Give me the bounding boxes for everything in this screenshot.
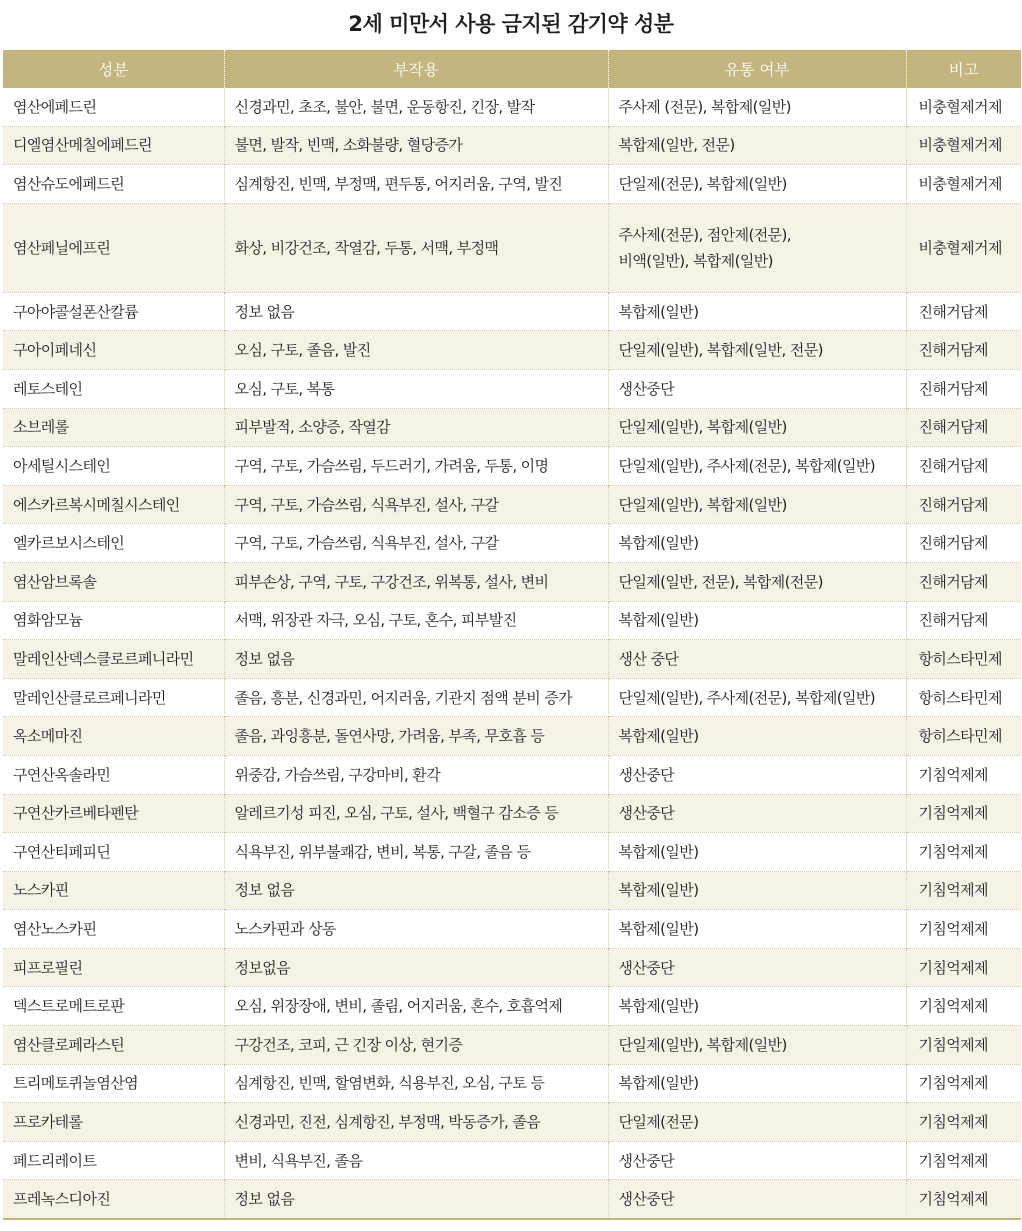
cell-distribution: 생산중단 <box>608 1180 906 1219</box>
cell-ingredient: 구연산옥솔라민 <box>3 755 224 794</box>
table-row <box>3 1141 1021 1180</box>
cell-distribution: 생산 중단 <box>608 640 906 679</box>
table-row <box>3 447 1021 486</box>
cell-ingredient: 소브레롤 <box>3 408 224 447</box>
cell-side-effects: 오심, 구토, 졸음, 발진 <box>224 331 608 370</box>
table-row <box>3 717 1021 756</box>
cell-distribution: 단일제(일반, 전문), 복합제(전문) <box>608 562 906 601</box>
table-row <box>3 1180 1021 1219</box>
cell-ingredient: 피프로필린 <box>3 948 224 987</box>
banned-ingredients-table <box>3 50 1021 1220</box>
cell-side-effects: 서맥, 위장관 자극, 오심, 구토, 혼수, 피부발진 <box>224 601 608 640</box>
cell-side-effects: 정보 없음 <box>224 292 608 331</box>
cell-distribution: 복합제(일반) <box>608 910 906 949</box>
cell-distribution: 단일제(일반), 복합제(일반) <box>608 408 906 447</box>
cell-ingredient: 옥소메마진 <box>3 717 224 756</box>
table-row <box>3 126 1021 165</box>
cell-ingredient: 노스카핀 <box>3 871 224 910</box>
table-row <box>3 948 1021 987</box>
cell-note: 기침억제제 <box>906 948 1021 987</box>
cell-ingredient: 레토스테인 <box>3 369 224 408</box>
table-row <box>3 524 1021 563</box>
cell-note: 항히스타민제 <box>906 678 1021 717</box>
cell-ingredient: 구아야콜설폰산칼륨 <box>3 292 224 331</box>
table-row <box>3 331 1021 370</box>
header-distribution: 유통 여부 <box>608 50 906 88</box>
cell-note: 기침억제제 <box>906 871 1021 910</box>
cell-note: 비충혈제거제 <box>906 165 1021 204</box>
cell-distribution: 생산중단 <box>608 794 906 833</box>
cell-ingredient: 구연산티페피딘 <box>3 833 224 872</box>
cell-side-effects: 불면, 발작, 빈맥, 소화불량, 혈당증가 <box>224 126 608 165</box>
table-row <box>3 292 1021 331</box>
cell-ingredient: 구연산카르베타펜탄 <box>3 794 224 833</box>
table-row <box>3 910 1021 949</box>
cell-ingredient: 염산페닐에프린 <box>3 203 224 292</box>
cell-ingredient: 디엘염산메칠에페드린 <box>3 126 224 165</box>
cell-ingredient: 염산클로페라스틴 <box>3 1026 224 1065</box>
cell-side-effects: 졸음, 흥분, 신경과민, 어지러움, 기관지 점액 분비 증가 <box>224 678 608 717</box>
cell-ingredient: 페드리레이트 <box>3 1141 224 1180</box>
cell-ingredient: 엘카르보시스테인 <box>3 524 224 563</box>
cell-note: 진해거담제 <box>906 447 1021 486</box>
cell-distribution: 생산중단 <box>608 1141 906 1180</box>
table-row <box>3 203 1021 292</box>
cell-distribution: 복합제(일반) <box>608 601 906 640</box>
distribution-line: 비액(일반), 복합제(일반) <box>618 251 773 270</box>
cell-distribution: 복합제(일반) <box>608 524 906 563</box>
cell-side-effects: 심계항진, 빈맥, 할염변화, 식용부진, 오심, 구토 등 <box>224 1064 608 1103</box>
cell-ingredient: 염산슈도에페드린 <box>3 165 224 204</box>
cell-side-effects: 노스카핀과 상동 <box>224 910 608 949</box>
cell-side-effects: 피부손상, 구역, 구토, 구강건조, 위복통, 설사, 변비 <box>224 562 608 601</box>
cell-note: 기침억제제 <box>906 987 1021 1026</box>
cell-distribution: 복합제(일반) <box>608 717 906 756</box>
table-row <box>3 678 1021 717</box>
table-row <box>3 755 1021 794</box>
cell-distribution: 단일제(전문) <box>608 1103 906 1142</box>
cell-distribution: 생산중단 <box>608 948 906 987</box>
cell-note: 진해거담제 <box>906 485 1021 524</box>
cell-side-effects: 구강건조, 코피, 근 긴장 이상, 현기증 <box>224 1026 608 1065</box>
cell-side-effects: 심계항진, 빈맥, 부정맥, 편두통, 어지러움, 구역, 발진 <box>224 165 608 204</box>
header-row <box>3 50 1021 88</box>
cell-side-effects: 피부발적, 소양증, 작열감 <box>224 408 608 447</box>
cell-note: 기침억제제 <box>906 755 1021 794</box>
cell-distribution: 생산중단 <box>608 369 906 408</box>
cell-side-effects: 구역, 구토, 가슴쓰림, 두드러기, 가려움, 두통, 이명 <box>224 447 608 486</box>
distribution-line: 주사제(전문), 점안제(전문), <box>618 225 791 244</box>
cell-side-effects: 정보 없음 <box>224 640 608 679</box>
cell-note: 기침억제제 <box>906 833 1021 872</box>
cell-side-effects: 위중감, 가슴쓰림, 구강마비, 환각 <box>224 755 608 794</box>
cell-side-effects: 식욕부진, 위부불쾌감, 변비, 복통, 구갈, 졸음 등 <box>224 833 608 872</box>
cell-side-effects: 구역, 구토, 가슴쓰림, 식욕부진, 설사, 구갈 <box>224 485 608 524</box>
cell-side-effects: 알레르기성 피진, 오심, 구토, 설사, 백혈구 감소증 등 <box>224 794 608 833</box>
cell-side-effects: 변비, 식욕부진, 졸음 <box>224 1141 608 1180</box>
cell-ingredient: 염산에페드린 <box>3 88 224 126</box>
cell-distribution: 주사제 (전문), 복합제(일반) <box>608 88 906 126</box>
cell-ingredient: 프레녹스디아진 <box>3 1180 224 1219</box>
table-row <box>3 1064 1021 1103</box>
cell-ingredient: 프로카테롤 <box>3 1103 224 1142</box>
cell-ingredient: 아세틸시스테인 <box>3 447 224 486</box>
cell-note: 진해거담제 <box>906 369 1021 408</box>
cell-side-effects: 오심, 위장장애, 변비, 졸림, 어지러움, 혼수, 호흡억제 <box>224 987 608 1026</box>
cell-side-effects: 오심, 구토, 복통 <box>224 369 608 408</box>
cell-ingredient: 에스카르복시메칠시스테인 <box>3 485 224 524</box>
table-row <box>3 88 1021 126</box>
table-row <box>3 987 1021 1026</box>
cell-note: 기침억제제 <box>906 1026 1021 1065</box>
cell-note: 진해거담제 <box>906 562 1021 601</box>
cell-note: 기침억제제 <box>906 1103 1021 1142</box>
cell-ingredient: 염화암모늄 <box>3 601 224 640</box>
table-row <box>3 1026 1021 1065</box>
cell-side-effects: 정보 없음 <box>224 871 608 910</box>
cell-distribution: 복합제(일반) <box>608 292 906 331</box>
table-row <box>3 485 1021 524</box>
cell-distribution: 복합제(일반) <box>608 833 906 872</box>
cell-note: 진해거담제 <box>906 408 1021 447</box>
cell-side-effects: 신경과민, 초조, 불안, 불면, 운동항진, 긴장, 발작 <box>224 88 608 126</box>
cell-ingredient: 염산암브록솔 <box>3 562 224 601</box>
cell-ingredient: 구아이페네신 <box>3 331 224 370</box>
cell-note: 기침억제제 <box>906 1141 1021 1180</box>
header-ingredient: 성분 <box>3 50 224 88</box>
cell-note: 기침억제제 <box>906 910 1021 949</box>
table-title: 2세 미만서 사용 금지된 감기약 성분 <box>348 12 674 36</box>
cell-distribution: 단일제(일반), 복합제(일반) <box>608 485 906 524</box>
cell-distribution: 복합제(일반) <box>608 987 906 1026</box>
cell-ingredient: 말레인산클로르페니라민 <box>3 678 224 717</box>
table-row <box>3 640 1021 679</box>
table-row <box>3 794 1021 833</box>
cell-distribution: 단일제(일반), 복합제(일반, 전문) <box>608 331 906 370</box>
table-row <box>3 833 1021 872</box>
cell-note: 비충혈제거제 <box>906 203 1021 292</box>
table-header <box>3 50 1021 88</box>
cell-note: 진해거담제 <box>906 292 1021 331</box>
cell-note: 진해거담제 <box>906 524 1021 563</box>
cell-ingredient: 염산노스카핀 <box>3 910 224 949</box>
cell-distribution <box>608 203 906 292</box>
cell-distribution: 단일제(일반), 주사제(전문), 복합제(일반) <box>608 447 906 486</box>
cell-distribution: 복합제(일반) <box>608 871 906 910</box>
table-row <box>3 408 1021 447</box>
cell-side-effects: 졸음, 과잉흥분, 돌연사망, 가려움, 부족, 무호흡 등 <box>224 717 608 756</box>
cell-distribution: 복합제(일반, 전문) <box>608 126 906 165</box>
cell-distribution: 단일제(전문), 복합제(일반) <box>608 165 906 204</box>
table-row <box>3 369 1021 408</box>
cell-note: 비충혈제거제 <box>906 126 1021 165</box>
table-row <box>3 165 1021 204</box>
cell-side-effects: 화상, 비강건조, 작열감, 두통, 서맥, 부정맥 <box>224 203 608 292</box>
table-row <box>3 871 1021 910</box>
cell-distribution: 단일제(일반), 복합제(일반) <box>608 1026 906 1065</box>
cell-note: 비충혈제거제 <box>906 88 1021 126</box>
cell-distribution: 복합제(일반) <box>608 1064 906 1103</box>
cell-side-effects: 정보 없음 <box>224 1180 608 1219</box>
cell-note: 진해거담제 <box>906 331 1021 370</box>
cell-note: 기침억제제 <box>906 1180 1021 1219</box>
cell-distribution: 생산중단 <box>608 755 906 794</box>
cell-note: 항히스타민제 <box>906 640 1021 679</box>
cell-distribution: 단일제(일반), 주사제(전문), 복합제(일반) <box>608 678 906 717</box>
cell-note: 기침억제제 <box>906 794 1021 833</box>
cell-note: 항히스타민제 <box>906 717 1021 756</box>
cell-ingredient: 말레인산덱스클로르페니라민 <box>3 640 224 679</box>
header-side-effects: 부작용 <box>224 50 608 88</box>
table-row <box>3 1103 1021 1142</box>
cell-note: 기침억제제 <box>906 1064 1021 1103</box>
table-row <box>3 601 1021 640</box>
table-body <box>3 88 1021 1219</box>
cell-ingredient: 트리메토퀴놀염산염 <box>3 1064 224 1103</box>
header-note: 비고 <box>906 50 1021 88</box>
cell-side-effects: 신경과민, 진전, 심계항진, 부정맥, 박동증가, 졸음 <box>224 1103 608 1142</box>
cell-side-effects: 정보없음 <box>224 948 608 987</box>
cell-side-effects: 구역, 구토, 가슴쓰림, 식욕부진, 설사, 구갈 <box>224 524 608 563</box>
table-row <box>3 562 1021 601</box>
cell-note: 진해거담제 <box>906 601 1021 640</box>
cell-ingredient: 덱스트로메트로판 <box>3 987 224 1026</box>
